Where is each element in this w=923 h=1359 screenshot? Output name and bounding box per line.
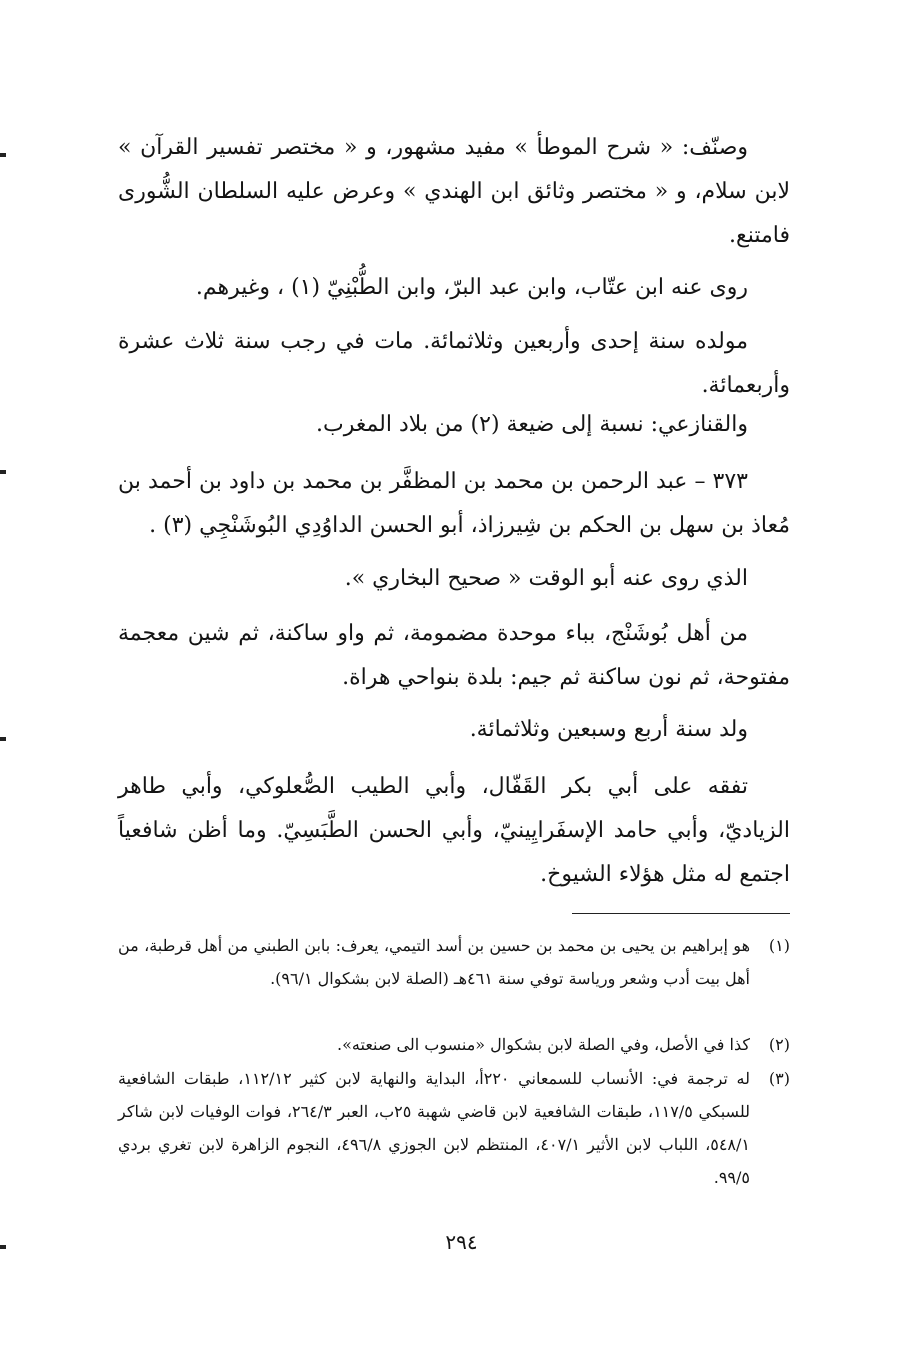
page-number: ٢٩٤ [445, 1230, 478, 1254]
paragraph-bushanj: من أهل بُوشَنْج، بباء موحدة مضمومة، ثم واو ساكنة، ثم شين معجمة مفتوحة، ثم نون ساكنة ثم جيم: بلدة بنواحي هراة. [118, 621, 790, 690]
footnote-number: (٣) [768, 1069, 790, 1088]
paragraph-works: وصنّف: « شرح الموطأ » مفيد مشهور، و « مختصر تفسير القرآن » لابن سلام، و « مختصر وثائق ابن الهندي » وعرض عليه السلطان الشُّورى فامتنع. [118, 135, 790, 248]
paragraph-birth-death: مولده سنة إحدى وأربعين وثلاثمائة. مات في رجب سنة ثلاث عشرة وأربعمائة. [118, 329, 790, 398]
footnote-text: كذا في الأصل، وفي الصلة لابن بشكوال «منسوب الى صنعته». [337, 1035, 750, 1054]
margin-mark [0, 737, 6, 741]
footnote-text: له ترجمة في: الأنساب للسمعاني ٢٢٠أ، البداية والنهاية لابن كثير ١١٢/١٢، طبقات الشافعية للسبكي ١١٧/٥، طبقات الشافعية لابن قاضي شهبة ٢٥ب، العبر ٢٦٤/٣، فوات الوفيات لابن شاكر ٥٤٨/١، اللباب لابن الأثير ٤٠٧/١، المنتظم لابن الجوزي ٤٩٦/٨، النجوم الزاهرة لابن تغري بردي ٩٩/٥. [118, 1069, 750, 1187]
margin-mark [0, 470, 6, 474]
paragraph-nisba: والقنازعي: نسبة إلى ضيعة (٢) من بلاد المغرب. [316, 412, 748, 437]
paragraph-birth-year: ولد سنة أربع وسبعين وثلاثمائة. [469, 717, 748, 742]
paragraph-entry-373: ٣٧٣ – عبد الرحمن بن محمد بن المظفَّر بن محمد بن داود بن أحمد بن مُعاذ بن سهل بن الحكم بن شِيرزاذ، أبو الحسن الداوُدِي البُوشَنْجِي (٣) . [118, 469, 790, 538]
footnote-number: (٢) [768, 1035, 790, 1054]
footnote-2 [118, 1028, 790, 1061]
margin-mark [0, 153, 6, 157]
footnote-separator [572, 913, 790, 914]
footnote-3 [118, 1062, 790, 1194]
paragraph-abu-alwaqt: الذي روى عنه أبو الوقت « صحيح البخاري ». [344, 566, 748, 591]
paragraph-teachers: تفقه على أبي بكر القَفّال، وأبي الطيب الصُّعلوكي، وأبي طاهر الزياديّ، وأبي حامد الإسفَرايِينيّ، وأبي الحسن الطَّبَسِيّ. وما أظن شافعياً اجتمع له مثل هؤلاء الشيوخ. [118, 774, 790, 887]
paragraph-narrators: روى عنه ابن عتّاب، وابن عبد البرّ، وابن الطُّبْنِيّ (١) ، وغيرهم. [195, 275, 748, 300]
footnote-1 [118, 929, 790, 995]
footnote-number: (١) [768, 936, 790, 955]
footnote-text: هو إبراهيم بن يحيى بن محمد بن حسين بن أسد التيمي، يعرف: بابن الطبني من أهل قرطبة، من أهل بيت أدب وشعر ورياسة توفي سنة ٤٦١هـ (الصلة لابن بشكوال ٩٦/١). [118, 936, 751, 988]
